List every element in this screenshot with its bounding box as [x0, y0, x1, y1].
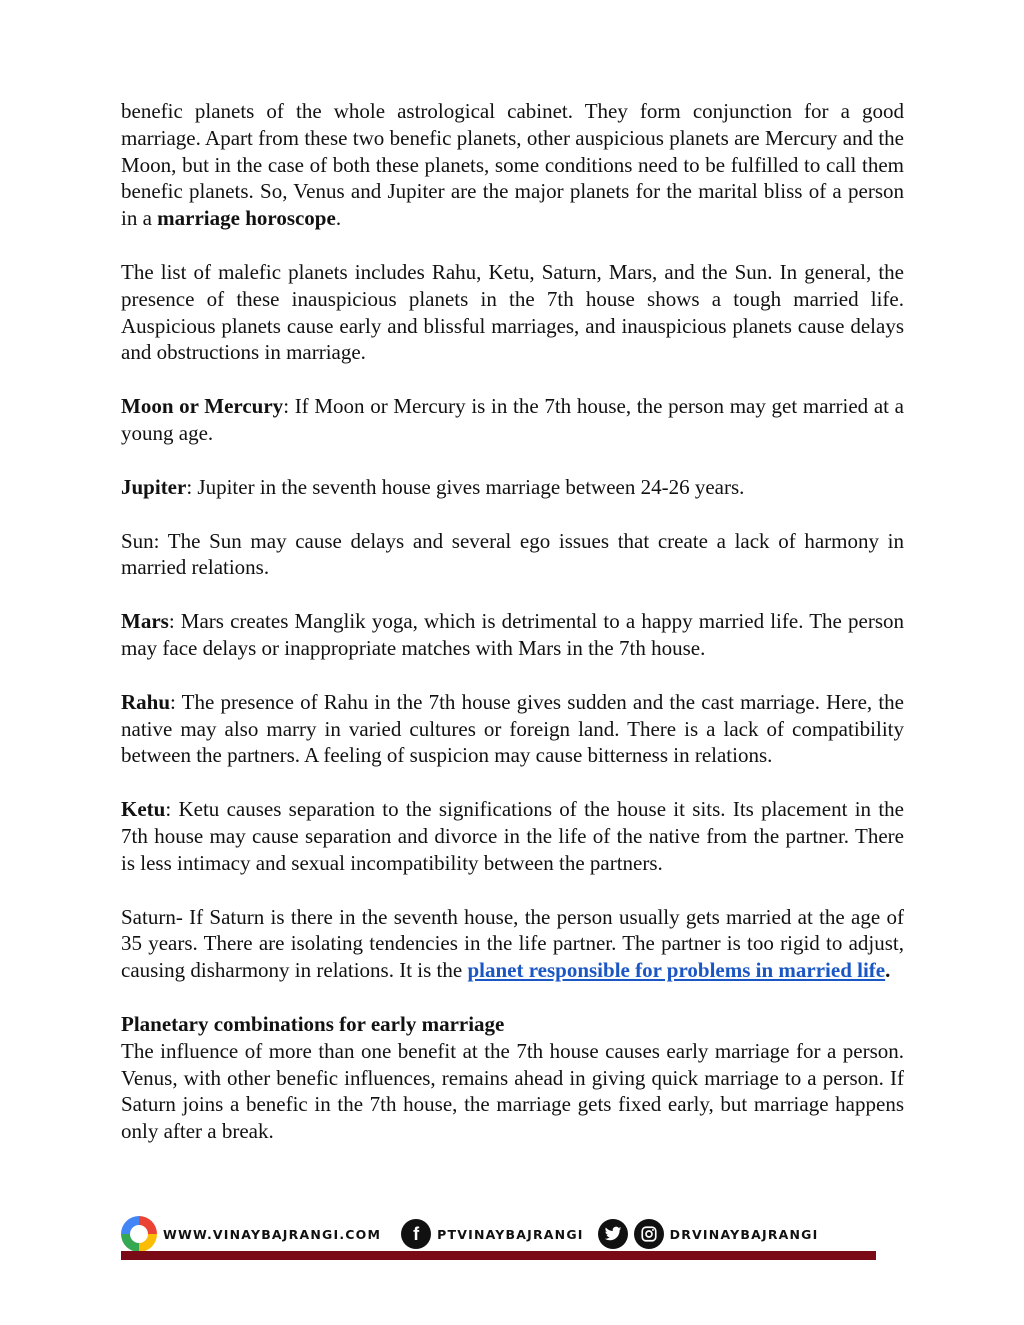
paragraph-malefic-planets: The list of malefic planets includes Rahu, Ketu, Saturn, Mars, and the Sun. In general, the presence of these inauspicious planets in the 7th house shows a tough married life. Auspicious planets cause early and blissful marriages, and inauspicious planets cause delays and obstructions in marriage. [121, 259, 904, 365]
term-ketu: Ketu [121, 797, 166, 822]
term-mars: Mars [121, 609, 169, 634]
facebook-icon: f [401, 1219, 431, 1249]
instagram-icon [634, 1219, 664, 1249]
paragraph-ketu: Ketu: Ketu causes separation to the significations of the house it sits. Its placement in the 7th house may cause separation and divorce in the life of the native from the partner. There is less intimacy and sexual incompatibility between the partners. [121, 797, 904, 875]
instagram-handle[interactable]: DRVINAYBAJRANGI [669, 1226, 819, 1242]
section-heading: Planetary combinations for early marriage [121, 1011, 505, 1036]
paragraph-rahu: Rahu: The presence of Rahu in the 7th house gives sudden and the cast marriage. Here, the native may also marry in varied cultures or foreign land. There is a lack of compatibility between the partners. A feeling of suspicion may cause bitterness in relations. [121, 689, 904, 768]
footer-bar [121, 1251, 876, 1260]
bold-marriage-horoscope: marriage horoscope [157, 206, 336, 231]
paragraph-saturn: Saturn- If Saturn is there in the seventh house, the person usually gets married at the age of 35 years. There are isolating tendencies in the life partner. The partner is too rigid to adjust, causing disharmony in relations. It is the planet responsible for problems in married life. [121, 904, 904, 983]
paragraph-early-marriage: The influence of more than one benefit at the 7th house causes early marriage for a person. Venus, with other benefic influences, remains ahead in giving quick marriage to a person. If Saturn joins a benefic in the 7th house, the marriage gets fixed early, but marriage happens only after a break. [121, 1038, 904, 1144]
document-body [121, 98, 904, 1145]
paragraph-mars: Mars: Mars creates Manglik yoga, which is detrimental to a happy married life. The person may face delays or inappropriate matches with Mars in the 7th house. [121, 609, 904, 660]
term-moon-mercury: Moon or Mercury [121, 394, 284, 419]
paragraph-sun: Sun: The Sun may cause delays and several ego issues that create a lack of harmony in married relations. [121, 528, 904, 580]
footer-banner [121, 1218, 876, 1264]
twitter-icon [598, 1219, 628, 1249]
website-link[interactable]: WWW.VINAYBAJRANGI.COM [163, 1226, 382, 1242]
paragraph-benefic-planets: benefic planets of the whole astrological cabinet. They form conjunction for a good marriage. Apart from these two benefic planets, other auspicious planets are Mercury and the Moon, but in the case of both these planets, some conditions need to be fulfilled to call them benefic planets. So, Venus and Jupiter are the major planets for the marital bliss of a person in a marriage horoscope. [121, 99, 904, 231]
paragraph-moon-mercury: Moon or Mercury: If Moon or Mercury is in the 7th house, the person may get married at a young age. [121, 394, 904, 445]
paragraph-jupiter: Jupiter: Jupiter in the seventh house gives marriage between 24-26 years. [121, 474, 745, 499]
term-jupiter: Jupiter [121, 474, 187, 499]
google-icon [121, 1216, 157, 1252]
link-planet-responsible[interactable]: planet responsible for problems in married life [467, 958, 886, 983]
facebook-handle[interactable]: PTVINAYBAJRANGI [437, 1226, 584, 1242]
term-rahu: Rahu [121, 689, 171, 714]
